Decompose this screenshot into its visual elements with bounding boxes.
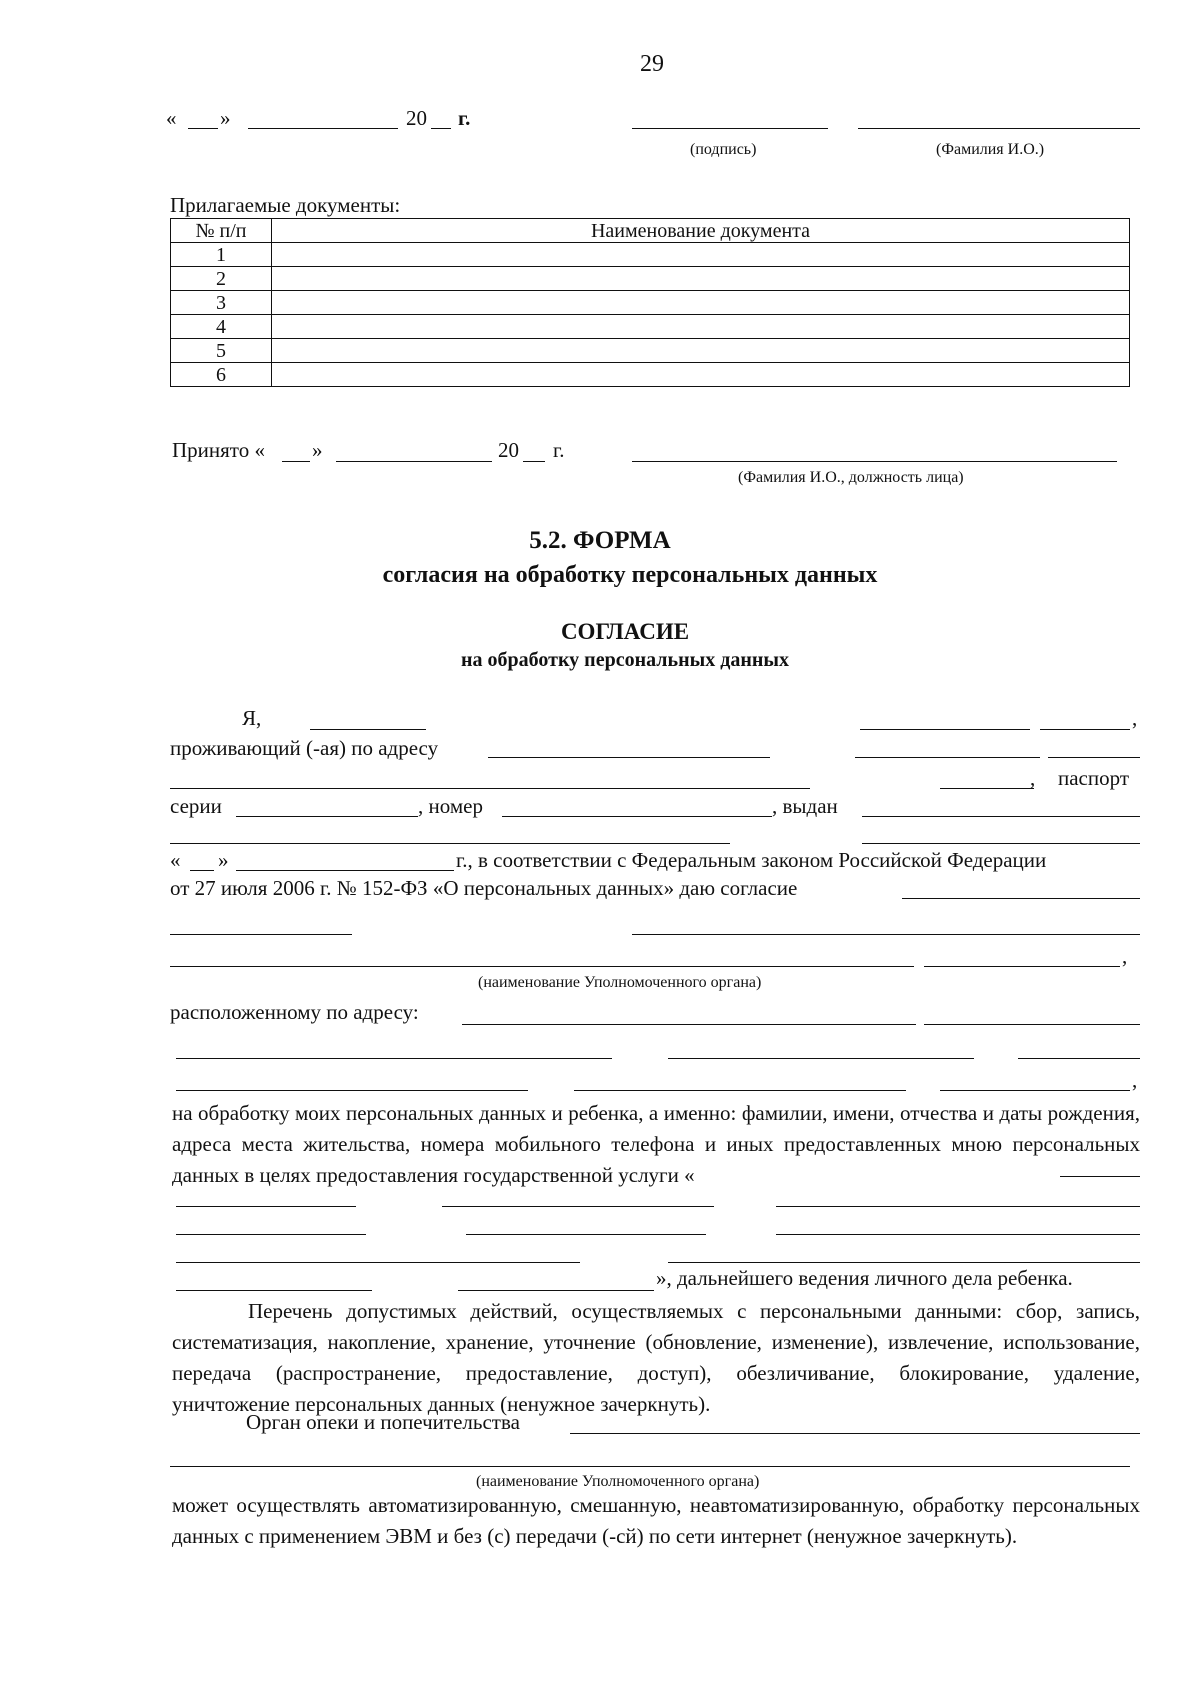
blank-line — [776, 1234, 1140, 1235]
table-row — [171, 243, 1130, 267]
col-num-header: № п/п — [171, 219, 272, 243]
signature-caption: (подпись) — [690, 141, 757, 158]
actions-paragraph: Перечень допустимых действий, осуществляемых с персональными данными: сбор, запись, систематизация, накопление, хранение, уточнение (обновление, изменение), извлечение, использование, передача (распространение, предоставление, доступ), обезличивание, блокирование, удаление, уничтожение персональных данных (ненужное зачеркнуть). — [172, 1299, 1140, 1416]
blank-line — [431, 128, 451, 129]
blank-line — [176, 1206, 356, 1207]
blank-line — [336, 461, 492, 462]
blank-line — [860, 729, 1030, 730]
blank-line — [188, 128, 218, 129]
text-series: серии — [170, 794, 222, 818]
table-row — [171, 267, 1130, 291]
table-row — [171, 363, 1130, 387]
blank-line — [176, 1234, 366, 1235]
blank-line — [924, 1024, 1140, 1025]
blank-line — [523, 461, 545, 462]
blank-line — [176, 1058, 612, 1059]
blank-line — [310, 729, 426, 730]
top-date-year: 20 — [406, 106, 427, 130]
blank-line — [176, 1290, 372, 1291]
fio-line — [858, 128, 1140, 129]
blank-line — [190, 870, 214, 871]
blank-line — [170, 966, 914, 967]
top-date-close-quote: » — [220, 106, 231, 130]
table-row — [171, 291, 1130, 315]
text-law-line2: от 27 июля 2006 г. № 152-ФЗ «О персональных данных» даю согласие — [170, 876, 798, 900]
col-name-header: Наименование документа — [272, 219, 1130, 243]
table-row — [171, 339, 1130, 363]
accepted-label: Принято « — [172, 438, 265, 462]
blank-line — [458, 1290, 654, 1291]
text-passport: паспорт — [1058, 766, 1130, 790]
date-open-quote: « — [170, 848, 181, 872]
section-subheading: согласия на обработку персональных данных — [382, 562, 878, 588]
attached-title: Прилагаемые документы: — [170, 193, 401, 217]
date-close-quote: » — [218, 848, 229, 872]
blank-line — [462, 1024, 916, 1025]
blank-line — [236, 816, 418, 817]
accepted-caption: (Фамилия И.О., должность лица) — [738, 469, 964, 486]
org-caption-2: (наименование Уполномоченного органа) — [476, 1473, 760, 1490]
signature-line — [632, 128, 828, 129]
blank-line — [1018, 1058, 1140, 1059]
top-date-open-quote: « — [166, 106, 177, 130]
blank-line — [902, 898, 1140, 899]
accepted-suffix: г. — [553, 438, 565, 462]
blank-line — [862, 843, 1140, 844]
row-document-cell — [272, 291, 1130, 315]
consent-title: СОГЛАСИЕ — [560, 619, 690, 644]
blank-line — [668, 1058, 974, 1059]
row-document-cell — [272, 363, 1130, 387]
blank-line — [855, 757, 1040, 758]
row-number: 1 — [171, 243, 272, 267]
accepted-year: 20 — [498, 438, 519, 462]
row-document-cell — [272, 339, 1130, 363]
blank-line — [170, 843, 730, 844]
text-comma: , — [1030, 766, 1036, 790]
blank-line — [668, 1262, 1140, 1263]
org-caption: (наименование Уполномоченного органа) — [478, 974, 762, 991]
row-document-cell — [272, 243, 1130, 267]
row-document-cell — [272, 267, 1130, 291]
blank-line — [466, 1234, 706, 1235]
blank-line — [170, 934, 352, 935]
blank-line — [1060, 1176, 1140, 1177]
blank-line — [502, 816, 772, 817]
text-issued: , выдан — [772, 794, 838, 818]
row-number: 4 — [171, 315, 272, 339]
blank-line — [632, 934, 1140, 935]
blank-line — [282, 461, 310, 462]
blank-line — [170, 1466, 1130, 1467]
blank-line — [574, 1090, 906, 1091]
processing-paragraph: на обработку моих персональных данных и ребенка, а именно: фамилии, имени, отчества и даты рождения, адреса места жительства, номера мобильного телефона и иных предоставленных мною персональных данных в целях предоставления государственной услуги « — [172, 1101, 1140, 1187]
text-law-line1: г., в соответствии с Федеральным законом Российской Федерации — [456, 848, 1047, 872]
attached-documents-table — [170, 218, 1130, 387]
row-number: 3 — [171, 291, 272, 315]
final-paragraph: может осуществлять автоматизированную, смешанную, неавтоматизированную, обработку персональных данных с применением ЭВМ и без (с) передачи (-сй) по сети интернет (ненужное зачеркнуть). — [172, 1493, 1140, 1548]
text-located: расположенному по адресу: — [170, 1000, 419, 1024]
blank-line — [236, 870, 454, 871]
row-number: 6 — [171, 363, 272, 387]
top-date-suffix: г. — [458, 106, 471, 130]
text-comma: , — [1132, 1068, 1138, 1092]
blank-line — [1040, 729, 1130, 730]
text-guardianship: Орган опеки и попечительства — [246, 1410, 520, 1434]
row-number: 2 — [171, 267, 272, 291]
fio-caption: (Фамилия И.О.) — [936, 141, 1045, 158]
blank-line — [1048, 757, 1140, 758]
blank-line — [176, 1090, 528, 1091]
blank-line — [442, 1206, 714, 1207]
row-document-cell — [272, 315, 1130, 339]
text-ya: Я, — [242, 706, 262, 730]
blank-line — [924, 966, 1120, 967]
blank-line — [862, 816, 1140, 817]
text-comma: , — [1132, 706, 1138, 730]
text-further: », дальнейшего ведения личного дела ребенка. — [656, 1266, 1073, 1290]
blank-line — [248, 128, 398, 129]
text-comma: , — [1122, 944, 1128, 968]
text-living: проживающий (-ая) по адресу — [170, 736, 439, 760]
blank-line — [570, 1433, 1140, 1434]
blank-line — [170, 788, 810, 789]
blank-line — [940, 788, 1034, 789]
accepted-fio-line — [632, 461, 1117, 462]
consent-subtitle: на обработку персональных данных — [461, 649, 789, 671]
page-number: 29 — [640, 51, 664, 77]
table-row — [171, 315, 1130, 339]
accepted-close-quote: » — [312, 438, 323, 462]
blank-line — [176, 1262, 580, 1263]
blank-line — [488, 757, 770, 758]
section-heading: 5.2. ФОРМА — [529, 527, 671, 554]
row-number: 5 — [171, 339, 272, 363]
text-number: , номер — [418, 794, 483, 818]
blank-line — [940, 1090, 1130, 1091]
blank-line — [776, 1206, 1140, 1207]
table-header-row — [171, 219, 1130, 243]
